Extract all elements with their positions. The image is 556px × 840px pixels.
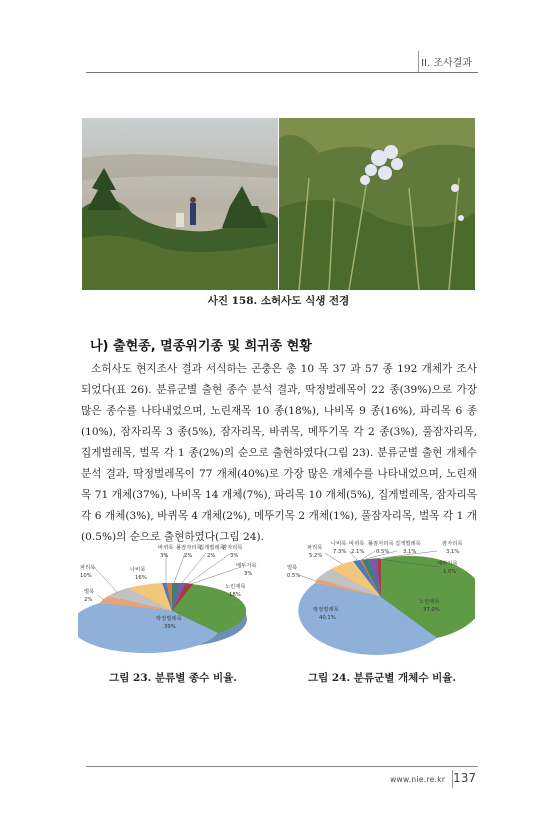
photo-coastal-slope — [82, 118, 278, 290]
photo-wildflowers — [279, 118, 475, 290]
body-paragraph — [81, 359, 477, 548]
footer-url: www.nie.re.kr — [390, 775, 446, 784]
label-nabi: 나비목 — [331, 541, 347, 547]
pie-chart-species — [78, 533, 266, 663]
label-nabi: 나비목 — [130, 567, 146, 573]
section-title: 나) 출현종, 멸종위기종 및 희귀종 현황 — [90, 339, 312, 354]
value-norinjae: 37.0% — [423, 607, 440, 613]
label-mettugi: 메뚜기목 — [437, 561, 458, 567]
label-ttakjeong: 딱정벌레목 — [156, 616, 182, 622]
paragraph-text: 소허사도 현지조사 결과 서식하는 곤충은 총 10 목 37 과 57 종 192 개체가 조사 되었다(표 26). 분류군별 출현 종수 분석 결과, 딱정벌레목이 22 종(39%)으로 가장 많은 종수를 나타내었으며, 노린재목 10 종(18%), 나비목 9 종(16%), 파리목 6 종(10%), 잠자리목 3 종(5%), 잠자리목, 바퀴목, 메뚜기목 각 2 종(3%), 풀잠자리목, 집게벌레목, 벌목 각 1 종(2%)의 순으로 출현하였다(그림 23). 분류군별 출현 개체수 분석 결과, 딱정벌레목이 77 개체(40%)로 가장 많은 개체수를 나타내었으며, 노린재목 71 개체(37%), 나비목 14 개체(7%), 파리목 10 개체(5%), 집게벌레목, 잠자리목 각 6 개체(3%), 바퀴목 4 개체(2%), 메뚜기목 2 개체(1%), 풀잠자리목, 벌목 각 1 개(0.5%)의 순으로 출현하였다(그림 24). — [81, 363, 477, 543]
value-pari: 10% — [80, 573, 92, 579]
label-bakwi: 바퀴목 — [158, 545, 174, 551]
value-jipge: 2% — [207, 553, 216, 559]
label-pari: 파리목 — [80, 565, 96, 571]
label-beol: 벌목 — [84, 589, 95, 595]
footer — [390, 771, 476, 785]
figure-24-caption: 그림 24. 분류군별 개체수 비율. — [307, 672, 457, 684]
label-norinjae: 노린재목 — [419, 599, 440, 605]
value-bakwi: 3% — [160, 553, 169, 559]
value-nabi: 7.3% — [333, 549, 347, 555]
page-number: 137 — [453, 771, 476, 785]
value-jamja: 3% — [230, 553, 239, 559]
value-beol: 0.5% — [287, 573, 301, 579]
label-norinjae: 노린재목 — [225, 584, 246, 590]
value-ttakjeong: 39% — [164, 624, 176, 630]
value-jamja: 3.1% — [446, 549, 460, 555]
value-mettugi: 1.0% — [443, 569, 457, 575]
value-bakwi: 2.1% — [351, 549, 365, 555]
label-jipge: 집게벌레목 — [199, 545, 225, 551]
value-pulja: 2% — [184, 553, 193, 559]
running-header: II. 조사결과 — [421, 58, 472, 69]
label-ttakjeong: 딱정벌레목 — [313, 607, 339, 613]
value-norinjae: 18% — [229, 592, 241, 598]
label-jipge: 집게벌레목 — [395, 541, 421, 547]
photo-caption: 사진 158. 소허사도 식생 전경 — [207, 295, 350, 307]
label-pari: 파리목 — [307, 545, 323, 551]
value-mettugi: 3% — [244, 571, 253, 577]
label-pulja: 풀잠자리목 — [176, 545, 202, 551]
value-ttakjeong: 40.1% — [319, 615, 336, 621]
value-pari: 5.2% — [309, 553, 323, 559]
pie-chart-individuals — [287, 533, 475, 663]
header-rule — [86, 72, 478, 73]
header-divider-tick — [418, 51, 419, 73]
value-beol: 2% — [84, 597, 93, 603]
label-pulja: 풀잠자리목 — [368, 541, 394, 547]
footer-rule — [86, 766, 478, 767]
value-jipge: 3.1% — [403, 549, 417, 555]
label-jamja: 잠자리목 — [442, 541, 463, 547]
label-jamja: 잠자리목 — [222, 545, 243, 551]
label-bakwi: 바퀴목 — [349, 541, 365, 547]
figure-23-caption: 그림 23. 분류별 종수 비율. — [109, 672, 237, 684]
value-nabi: 16% — [135, 575, 147, 581]
label-beol: 벌목 — [287, 565, 298, 571]
label-mettugi: 메뚜기목 — [236, 563, 257, 569]
value-pulja: 0.5% — [376, 549, 390, 555]
